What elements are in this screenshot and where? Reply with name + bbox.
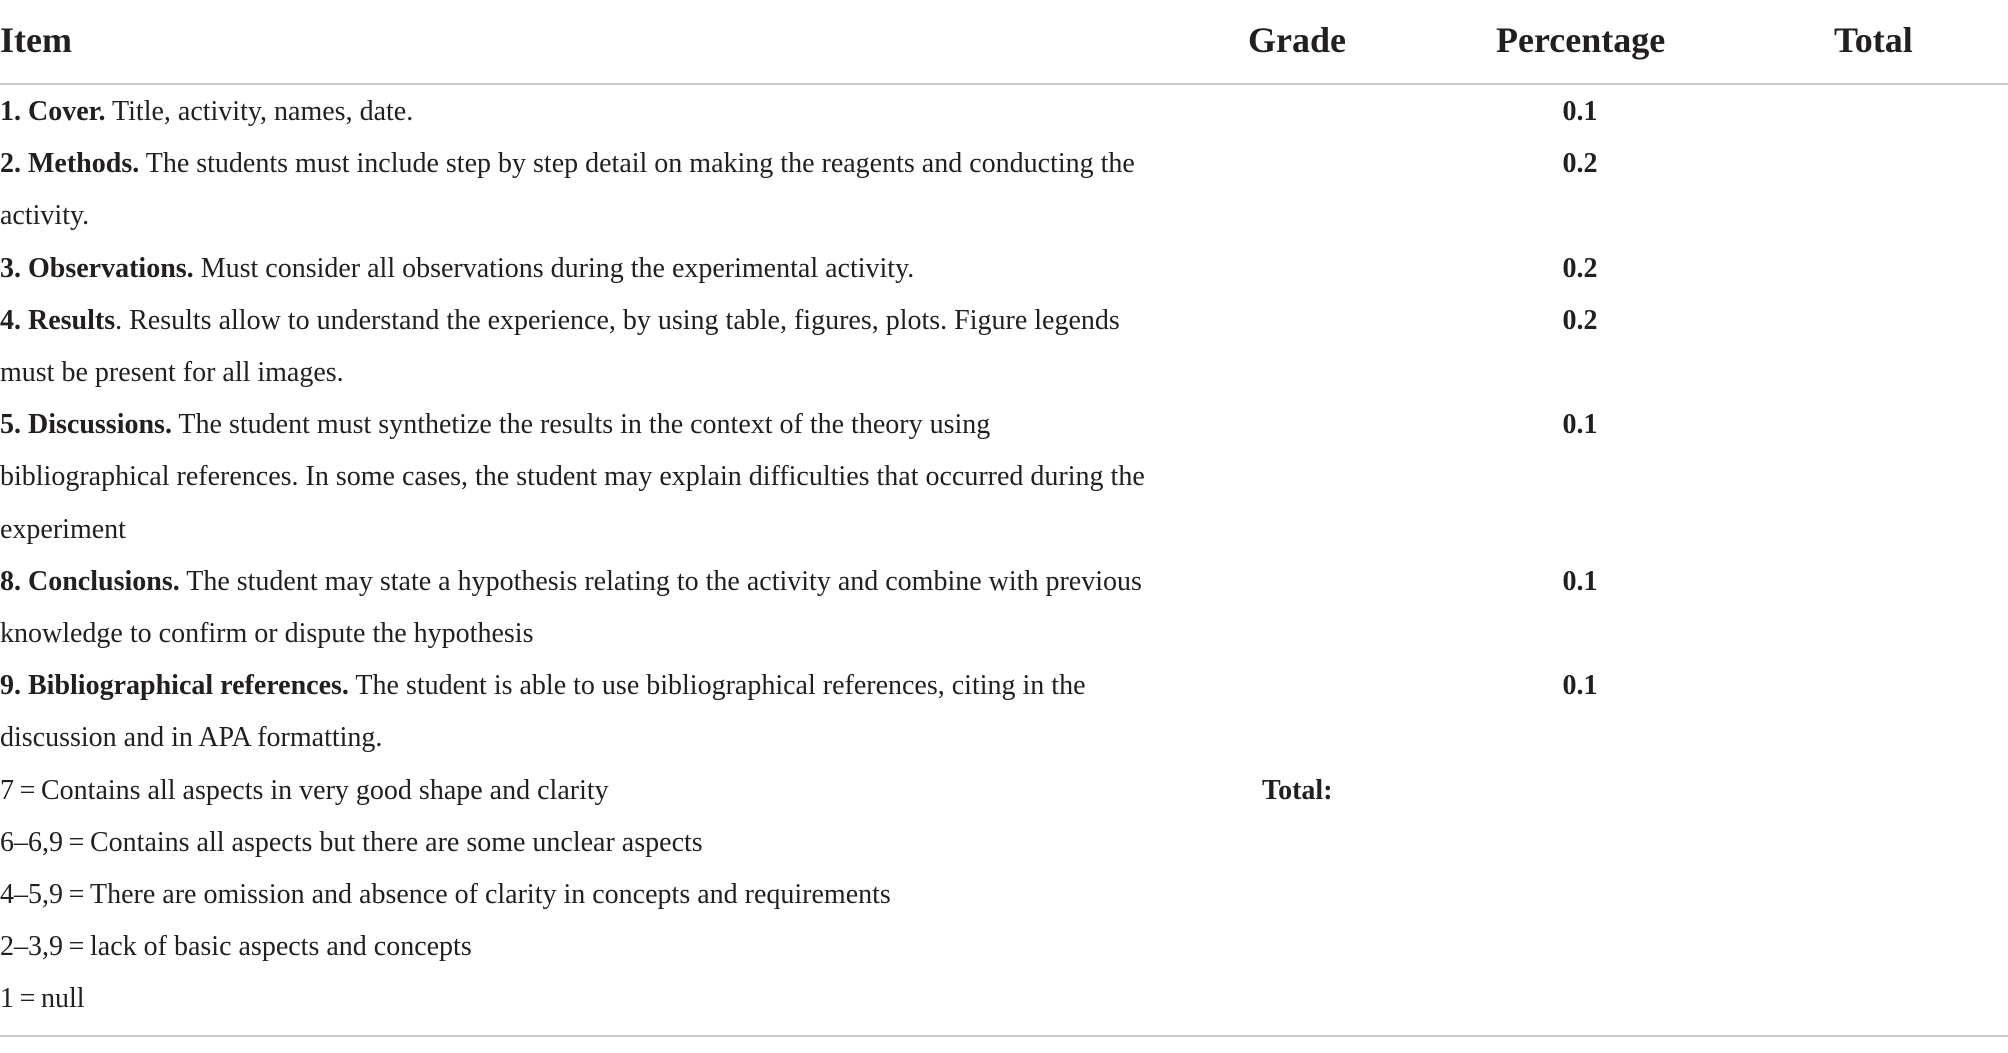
table-row (0, 556, 2008, 660)
table-row (0, 243, 2008, 295)
item-description (0, 556, 1160, 660)
table-row (0, 138, 2008, 242)
header-percentage: Percentage (1496, 20, 1666, 60)
item-label: 2. Methods. (0, 148, 140, 180)
item-label: 1. Cover. (0, 96, 106, 127)
grade-total-label: Total: (1262, 774, 1333, 806)
item-description (0, 399, 1160, 556)
item-text: The student may state a hypothesis relating to the activity and combine with previous knowledge to confirm or dispute the hypothesis (0, 565, 1142, 650)
item-percentage: 0.2 (1562, 148, 1598, 180)
header-total: Total (1834, 20, 1913, 60)
item-text: The student must synthetize the results in the context of the theory using bibliographical references. In some cases, the student may explain difficulties that occurred during the experiment (0, 409, 1145, 545)
item-description (0, 243, 1160, 295)
grading-scale-row (0, 973, 2008, 1025)
item-percentage: 0.1 (1562, 670, 1598, 702)
scale-text: 6–6,9 = Contains all aspects but there are some unclear aspects (0, 826, 703, 858)
table-row (0, 399, 2008, 556)
scale-text: 1 = null (0, 983, 85, 1015)
item-label: 3. Observations. (0, 252, 194, 284)
table-body (0, 86, 2008, 1026)
item-label: 9. Bibliographical references. (0, 670, 349, 702)
grading-scale-row (0, 921, 2008, 973)
item-label: 4. Results (0, 304, 116, 336)
item-description (0, 86, 1160, 138)
item-description (0, 660, 1160, 764)
grading-scale-row (0, 765, 2008, 817)
table-row (0, 295, 2008, 399)
item-text: The students must include step by step detail on making the reagents and conducting the activity. (0, 148, 1135, 232)
table-row (0, 660, 2008, 764)
item-label: 5. Discussions. (0, 409, 172, 441)
header-grade: Grade (1248, 20, 1346, 60)
scale-text: 4–5,9 = There are omission and absence of clarity in concepts and requirements (0, 879, 891, 911)
item-description (0, 295, 1160, 399)
grading-scale-row (0, 869, 2008, 921)
scale-text: 2–3,9 = lack of basic aspects and concepts (0, 931, 472, 963)
item-percentage: 0.1 (1562, 96, 1598, 127)
item-text: Title, activity, names, date. (105, 96, 414, 127)
table-row (0, 86, 2008, 138)
item-text: . Results allow to understand the experience, by using table, figures, plots. Figure legends must be present for all images. (0, 304, 1120, 389)
item-percentage: 0.2 (1562, 252, 1598, 284)
item-label: 8. Conclusions. (0, 565, 180, 597)
table-bottom-rule (0, 1035, 2008, 1037)
item-text: Must consider all observations during the experimental activity. (193, 252, 915, 284)
item-text: The student is able to use bibliographical references, citing in the discussion and in APA formatting. (0, 670, 1086, 754)
table-header-row (0, 0, 2008, 85)
item-percentage: 0.2 (1562, 304, 1598, 336)
grading-scale-row (0, 817, 2008, 869)
item-description (0, 138, 1160, 242)
item-percentage: 0.1 (1562, 409, 1598, 441)
item-percentage: 0.1 (1562, 565, 1598, 597)
scale-text: 7 = Contains all aspects in very good shape and clarity (0, 774, 609, 806)
header-item: Item (0, 20, 72, 60)
